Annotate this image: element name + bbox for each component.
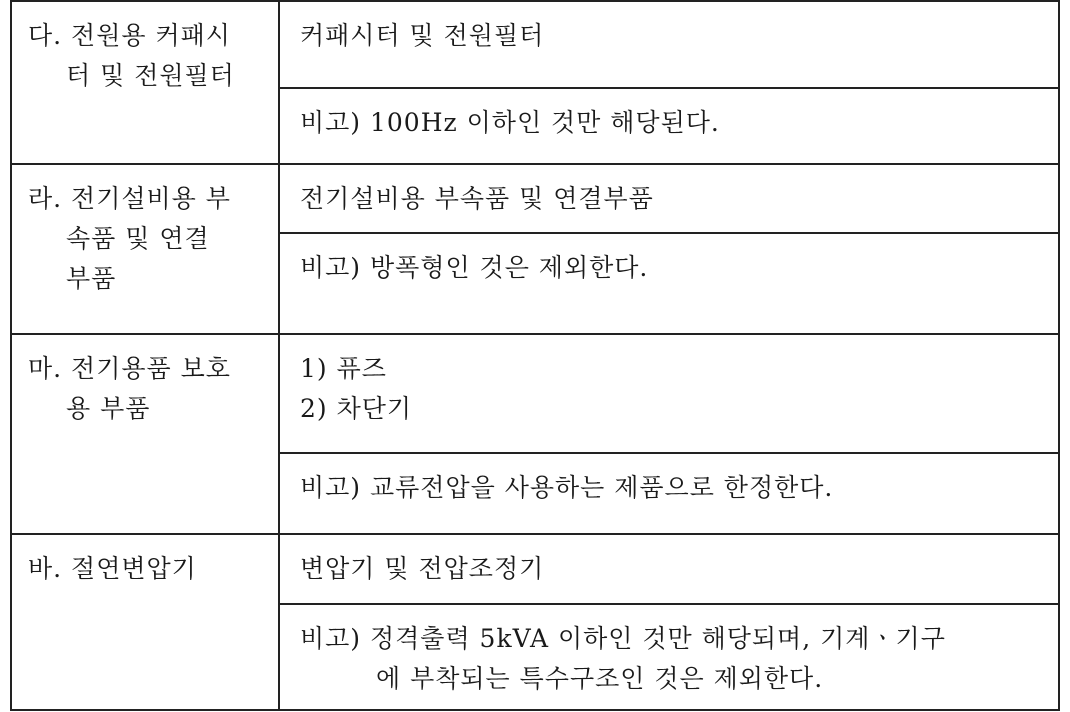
item-line: 변압기 및 전압조정기 [300, 554, 545, 583]
remark-line: 비고) 방폭형인 것은 제외한다. [300, 253, 649, 282]
category-line: 라. 전기설비용 부 [28, 184, 231, 213]
remark-cell [279, 453, 1059, 534]
category-line: 속품 및 연결 [66, 224, 210, 253]
item-line: 커패시터 및 전원필터 [300, 21, 545, 50]
category-cell [11, 334, 279, 534]
remark-cell [279, 88, 1059, 164]
table-row [11, 1, 1059, 88]
remark-line: 비고) 정격출력 5kVA 이하인 것만 해당되며, 기계ㆍ기구 [300, 624, 946, 653]
remark-line: 비고) 100Hz 이하인 것만 해당된다. [300, 108, 720, 137]
remark-line: 에 부착되는 특수구조인 것은 제외한다. [376, 664, 824, 693]
item-cell [279, 334, 1059, 453]
item-line: 전기설비용 부속품 및 연결부품 [300, 184, 654, 213]
category-cell [11, 164, 279, 334]
item-cell [279, 534, 1059, 604]
table-row [11, 164, 1059, 233]
item-line: 2) 차단기 [300, 394, 413, 423]
category-line: 용 부품 [66, 394, 151, 423]
item-cell [279, 1, 1059, 88]
category-line: 바. 절연변압기 [28, 554, 197, 583]
table-row [11, 534, 1059, 604]
remark-cell [279, 604, 1059, 710]
item-line: 1) 퓨즈 [300, 354, 387, 383]
remark-cell [279, 233, 1059, 334]
category-cell [11, 534, 279, 710]
table-row [11, 334, 1059, 453]
category-line: 다. 전원용 커패시 [28, 21, 231, 50]
category-line: 부품 [66, 264, 117, 293]
category-line: 마. 전기용품 보호 [28, 354, 231, 383]
item-cell [279, 164, 1059, 233]
category-cell [11, 1, 279, 164]
regulation-table [10, 0, 1060, 711]
category-line: 터 및 전원필터 [66, 61, 235, 90]
remark-line: 비고) 교류전압을 사용하는 제품으로 한정한다. [300, 473, 834, 502]
